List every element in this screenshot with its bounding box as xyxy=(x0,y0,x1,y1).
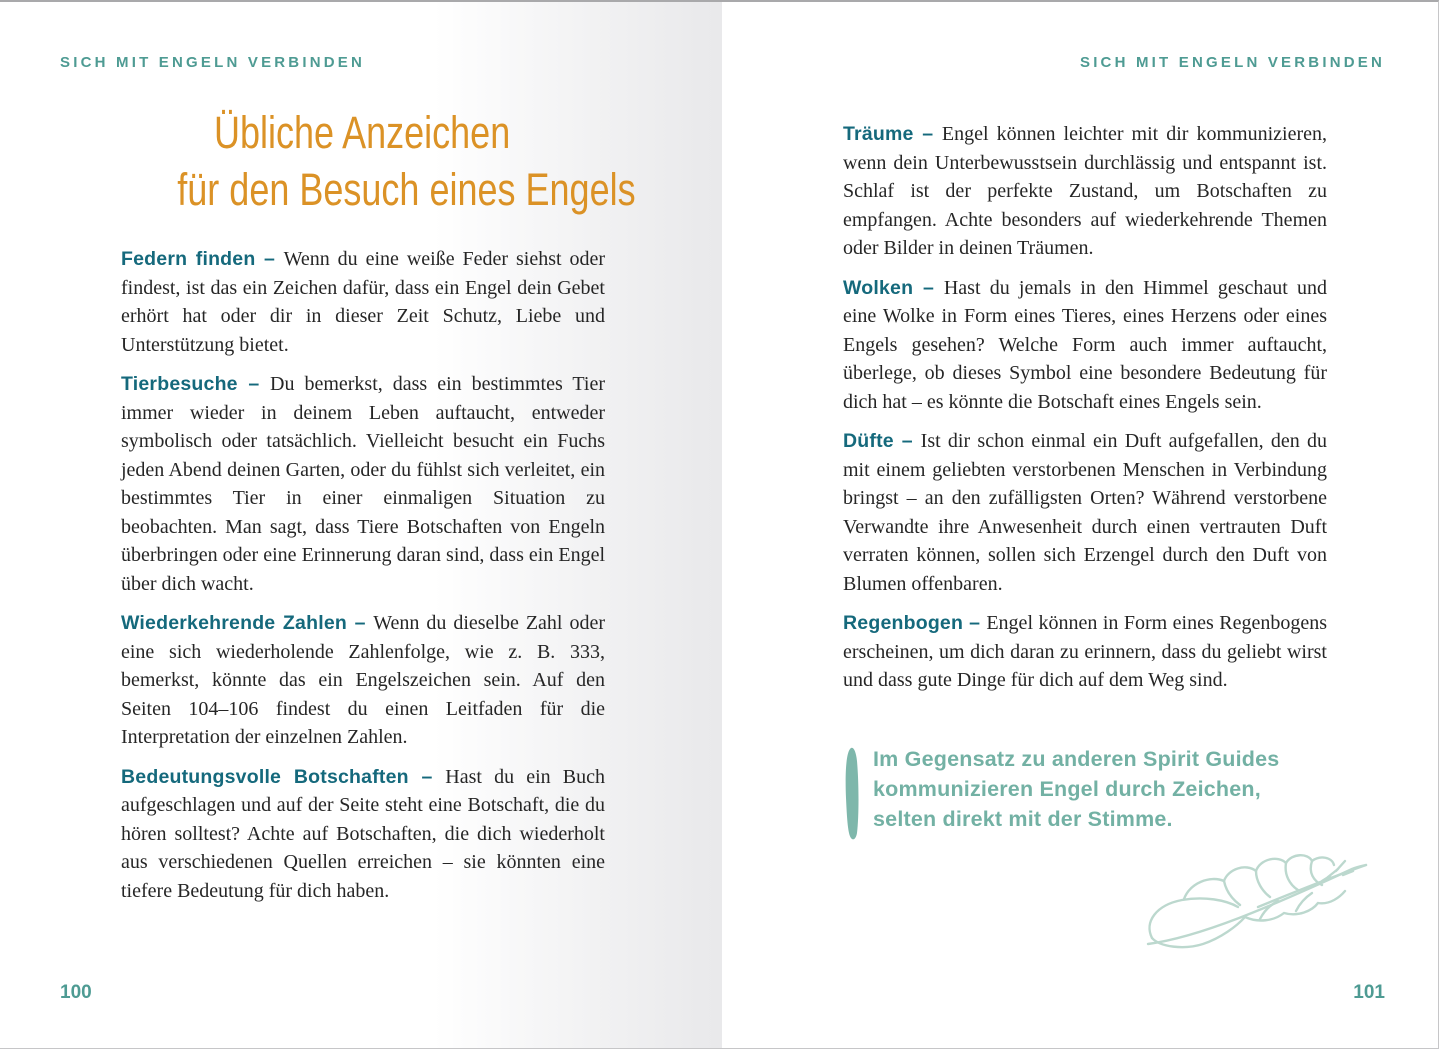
paragraph-lead: Tierbesuche – xyxy=(121,373,260,395)
paragraph xyxy=(843,274,1327,417)
page-left xyxy=(0,2,722,1048)
paragraph-lead: Düfte – xyxy=(843,430,913,452)
page-right xyxy=(722,2,1438,1048)
paragraph xyxy=(121,609,605,752)
body-text-column xyxy=(121,245,605,916)
chapter-title-line-2 xyxy=(120,161,636,218)
feather-illustration xyxy=(1140,850,1372,966)
paragraph-text: Wenn du dieselbe Zahl oder eine sich wiederholende Zahlenfolge, wie z. B. 333, bemerkst, könnte das ein Engelszeichen sein. Auf den Seiten 104–106 findest du einen Leitfaden für die Interpretation der einzelnen Zahlen. xyxy=(121,612,605,748)
running-header: SICH MIT ENGELN VERBINDEN xyxy=(1079,54,1385,71)
paragraph-text: Wenn du eine weiße Feder siehst oder findest, ist das ein Zeichen dafür, dass ein Engel dein Gebet erhört hat oder dir in dieser Zeit Schutz, Liebe und Unterstützung bietet. xyxy=(121,248,605,356)
paragraph-lead: Wiederkehrende Zahlen – xyxy=(121,612,366,634)
paragraph xyxy=(843,427,1327,598)
paragraph-text: Hast du ein Buch aufgeschlagen und auf der Seite steht eine Botschaft, die du hören solltest? Achte auf Botschaften, die dich wiederholt aus verschiedenen Quellen erreichen – sie könnten eine tiefere Bedeutung für dich haben. xyxy=(121,765,606,902)
paragraph-lead: Federn finden – xyxy=(121,248,276,270)
paragraph-lead: Wolken – xyxy=(843,276,935,299)
page-number: 100 xyxy=(60,982,92,1003)
chapter-title-text: für den Besuch eines Engels xyxy=(177,164,636,215)
brushstroke-bar xyxy=(843,746,861,847)
callout-text: Im Gegensatz zu anderen Spirit Guides kommunizieren Engel durch Zeichen, selten direkt mit der Stimme. xyxy=(873,747,1280,831)
page-number: 101 xyxy=(1353,982,1385,1003)
callout-quote xyxy=(843,744,1327,847)
paragraph xyxy=(843,609,1327,695)
paragraph-text: Hast du jemals in den Himmel geschaut und eine Wolke in Form eines Tieres, eines Herzens oder eines Engels gesehen? Welche Form auch immer auftaucht, überlege, ob dieses Symbol eine besondere Bedeutung für dich hat – es könnte die Botschaft eines Engels sein. xyxy=(843,276,1327,413)
running-header: SICH MIT ENGELN VERBINDEN xyxy=(60,54,366,71)
chapter-title xyxy=(120,104,636,218)
paragraph-text: Du bemerkst, dass ein bestimmtes Tier immer wieder in deinem Leben auftaucht, entweder symbolisch oder tatsächlich. Vielleicht besucht ein Fuchs jeden Abend deinen Garten, oder du fühlst sich verleitet, ein bestimmtes Tier in einer einmaligen Situation zu beobachten. Man sagt, dass Tiere Botschaften von Engeln überbringen oder eine Erinnerung daran sind, dass ein Engel über dich wacht. xyxy=(121,373,605,595)
paragraph-lead: Träume – xyxy=(843,123,934,145)
paragraph xyxy=(121,370,605,598)
paragraph xyxy=(121,245,605,359)
paragraph-lead: Bedeutungsvolle Botschaften – xyxy=(121,765,433,788)
paragraph-text: Engel können leichter mit dir kommunizieren, wenn dein Unterbewusstsein durchlässig und entspannt ist. Schlaf ist der perfekte Zustand, um Botschaften zu empfangen. Achte besonders auf wiederkehrende Themen oder Bilder in deinen Träumen. xyxy=(843,123,1327,259)
chapter-title-line-1 xyxy=(120,104,604,161)
paragraph-text: Engel können in Form eines Regenbogens erscheinen, um dich daran zu erinnern, dass du geliebt wirst und dass gute Dinge für dich auf dem Weg sind. xyxy=(843,612,1328,691)
paragraph-text: Ist dir schon einmal ein Duft aufgefallen, den du mit einem geliebten verstorbenen Menschen in Verbindung bringst – an den zufälligsten Orten? Während verstorbene Verwandte ihre Anwesenheit durch einen vertrauten Duft verraten können, sollen sich Erzengel durch den Duft von Blumen offenbaren. xyxy=(843,430,1327,595)
paragraph xyxy=(121,763,605,906)
chapter-title-text: Übliche Anzeichen xyxy=(213,107,511,158)
paragraph-lead: Regenbogen – xyxy=(843,612,981,634)
body-text-column xyxy=(843,120,1327,706)
paragraph xyxy=(843,120,1327,263)
